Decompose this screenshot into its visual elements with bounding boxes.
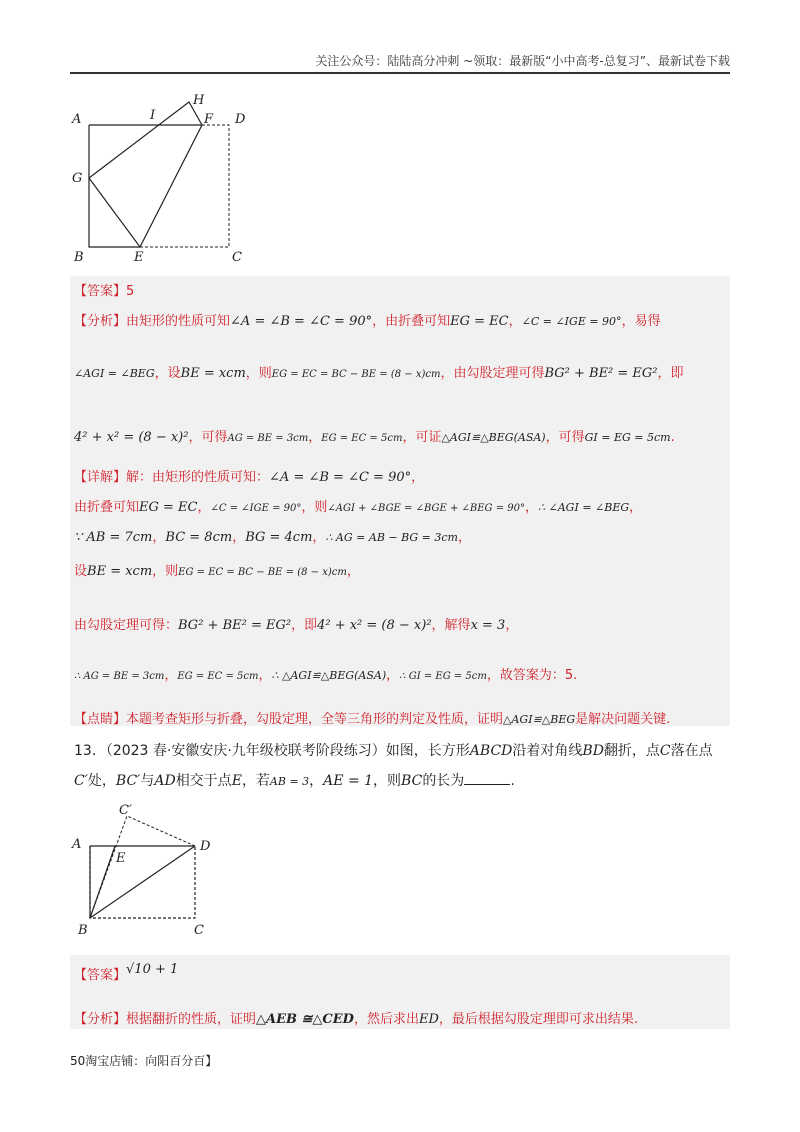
fig1-label-b: B: [74, 250, 84, 265]
fig1-label-e: E: [134, 250, 144, 265]
math-expr: BC = 8cm: [165, 530, 233, 545]
math-expr: BE = xcm: [180, 366, 246, 381]
analysis-text: ，: [308, 430, 322, 445]
fig1-label-c: C: [232, 250, 242, 265]
answer-tag: 【答案】: [74, 968, 127, 983]
question-text: ，则: [373, 773, 402, 789]
fig1-label-g: G: [72, 171, 83, 186]
math-expr: ∠A = ∠B = ∠C = 90°: [230, 314, 373, 329]
detail-text: ，: [258, 668, 272, 683]
analysis-text: ，最后根据勾股定理即可求出结果.: [438, 1012, 639, 1027]
answer-value: √10 + 1: [126, 962, 179, 977]
fig2-label-a: A: [72, 837, 82, 852]
math-expr: △AGI≌△BEG(ASA): [441, 431, 546, 444]
fig2-label-c-prime: C′: [119, 803, 132, 818]
answer-value: 5: [126, 284, 135, 299]
fig2-label-d: D: [200, 839, 211, 854]
math-expr: AB = 3: [269, 775, 310, 788]
math-expr: 4² + x² = (8 − x)²: [74, 430, 189, 445]
detail-12-line-5: [74, 614, 518, 633]
math-expr: AE = 1: [323, 773, 374, 789]
page-footer: 50淘宝店铺：向阳百分百】: [70, 1054, 218, 1068]
detail-text: 设: [74, 564, 88, 579]
question-text: ，: [309, 773, 324, 789]
detail-text: ，: [197, 500, 211, 515]
math-expr: ∴ GI = EG = 5cm: [399, 671, 487, 682]
question-text: 相交于点: [175, 773, 232, 789]
math-expr: ∠C = ∠IGE = 90°: [521, 315, 622, 328]
figure-1-rectangle-fold: [64, 90, 264, 270]
detail-text: ，: [312, 530, 326, 545]
math-expr: ∴ ∠AGI = ∠BEG: [538, 501, 630, 514]
analysis-text: ，可得: [188, 430, 228, 445]
analysis-text: ，设: [154, 366, 181, 381]
math-expr: EG = EC: [450, 314, 509, 329]
fig1-label-d: D: [235, 112, 246, 127]
math-expr: ∠AGI + ∠BGE = ∠BGE + ∠BEG = 90°: [327, 503, 526, 514]
analysis-tag: 【分析】: [74, 314, 127, 329]
math-expr: BG² + BE² = EG²: [544, 366, 658, 381]
question-text: 沿着对角线: [512, 743, 583, 759]
fig1-label-a: A: [72, 112, 82, 127]
question-13-line-1: [74, 740, 713, 760]
analysis-text: 根据翻折的性质，证明: [126, 1012, 257, 1027]
analysis-text: ，易得: [621, 314, 661, 329]
analysis-text: ，可得: [545, 430, 585, 445]
question-text: 处，: [87, 773, 116, 789]
question-text: 13．（2023 春·安徽安庆·九年级校联考阶段练习）如图，长方形: [74, 743, 470, 759]
answer-13: [74, 962, 178, 983]
math-expr: ∠A = ∠B = ∠C = 90°: [269, 470, 412, 485]
math-expr: BD: [582, 743, 604, 759]
math-expr: BC: [401, 773, 423, 789]
math-expr: C: [659, 743, 671, 759]
page-header: 关注公众号：陆陆高分冲刺 ~领取：最新版“小中高考-总复习”、最新试卷下载: [315, 54, 730, 68]
math-expr: ABCD: [469, 743, 513, 759]
math-expr: BC′: [115, 773, 141, 789]
detail-text: ，: [386, 668, 400, 683]
detail-12-line-3: [74, 526, 471, 545]
detail-12-line-4: [74, 560, 360, 579]
question-text: 翻折，点: [603, 743, 660, 759]
math-expr: ∴ AG = BE = 3cm: [74, 671, 165, 682]
math-expr: EG = EC = BC − BE = (8 − x)cm: [271, 369, 441, 380]
analysis-text: ，然后求出: [353, 1012, 419, 1027]
fig2-label-c: C: [194, 923, 204, 938]
answer-tag: 【答案】: [74, 284, 127, 299]
detail-12-line-6: [74, 664, 577, 683]
math-expr: BG = 4cm: [245, 530, 313, 545]
answer-12: [74, 280, 134, 299]
analysis-text: 由矩形的性质可知: [126, 314, 231, 329]
math-expr: BG² + BE² = EG²: [178, 618, 292, 633]
question-text: ，若: [241, 773, 270, 789]
analysis-tag: 【分析】: [74, 1012, 127, 1027]
math-expr: AD: [154, 773, 176, 789]
fig2-label-b: B: [78, 923, 88, 938]
answer-blank: [464, 772, 510, 785]
math-expr: AG = BE = 3cm: [227, 433, 309, 444]
detail-text: ，: [458, 530, 472, 545]
analysis-12-line-3: [74, 426, 675, 445]
detail-text: ，: [152, 530, 166, 545]
detail-text: 由折叠可知: [74, 500, 140, 515]
math-expr: EG = EC = 5cm: [321, 433, 403, 444]
math-expr: △AGI≌△BEG: [503, 713, 576, 726]
analysis-text: ，由折叠可知: [372, 314, 451, 329]
analysis-12-line-1: [74, 310, 661, 329]
question-13-line-2: [74, 770, 515, 790]
math-expr: ∴ AG = AB − BG = 3cm: [325, 531, 458, 544]
math-expr: GI = EG = 5cm: [584, 431, 671, 444]
detail-text: ，: [505, 618, 519, 633]
math-expr: ∵ AB = 7cm: [74, 530, 153, 545]
analysis-text: ，: [508, 314, 522, 329]
math-expr: EG = EC = BC − BE = (8 − x)cm: [178, 567, 347, 578]
analysis-text: ，可证: [402, 430, 442, 445]
question-text: 落在点: [670, 743, 713, 759]
detail-text: ，则: [152, 564, 179, 579]
detail-text: 解：由矩形的性质可知：: [126, 470, 270, 485]
detail-text: ，: [164, 668, 178, 683]
comment-text: 本题考查矩形与折叠，勾股定理，全等三角形的判定及性质，证明: [126, 712, 504, 727]
detail-text: ，: [232, 530, 246, 545]
math-expr: ∠AGI = ∠BEG: [74, 367, 155, 380]
detail-text: ，即: [291, 618, 318, 633]
detail-text: 由勾股定理可得：: [74, 618, 179, 633]
detail-text: ，则: [301, 500, 328, 515]
detail-text: ，: [525, 500, 539, 515]
analysis-text: ，由勾股定理可得: [440, 366, 545, 381]
detail-text: ，: [346, 564, 360, 579]
fig1-label-i: I: [150, 108, 156, 123]
header-divider: [70, 72, 730, 74]
math-expr: BE = xcm: [87, 564, 153, 579]
math-expr: 4² + x² = (8 − x)²: [317, 618, 432, 633]
detail-tag: 【详解】: [74, 470, 127, 485]
analysis-text: ，即: [657, 366, 684, 381]
fig2-label-e: E: [116, 851, 126, 866]
math-expr: ∴ △AGI≌△BEG(ASA): [271, 669, 387, 682]
question-text: 与: [140, 773, 155, 789]
detail-text: ，: [411, 470, 425, 485]
math-expr: ∠C = ∠IGE = 90°: [210, 503, 302, 514]
comment-text: 是解决问题关键.: [575, 712, 671, 727]
figure-2-diagonal-fold: [64, 800, 224, 942]
math-expr: △AEB ≅△CED: [256, 1012, 354, 1027]
detail-text: ，故答案为：5.: [486, 668, 578, 683]
detail-text: ，: [629, 500, 643, 515]
math-expr: EG = EC = 5cm: [177, 671, 259, 682]
math-expr: C′: [74, 773, 88, 789]
fig1-label-h: H: [193, 93, 205, 108]
detail-text: ，解得: [431, 618, 471, 633]
analysis-12-line-2: [74, 362, 684, 381]
math-expr: ED: [418, 1012, 439, 1027]
comment-12: [74, 708, 670, 727]
comment-tag: 【点睛】: [74, 712, 127, 727]
fig1-label-f: F: [204, 112, 214, 127]
question-text: .: [510, 773, 515, 789]
analysis-text: ，则: [245, 366, 272, 381]
math-expr: x = 3: [470, 618, 506, 633]
analysis-text: .: [670, 430, 675, 445]
detail-12-line-2: [74, 496, 642, 515]
math-expr: E: [231, 773, 242, 789]
question-text: 的长为: [422, 773, 465, 789]
math-expr: EG = EC: [139, 500, 198, 515]
detail-12-line-1: [74, 466, 424, 485]
analysis-13: [74, 1008, 638, 1027]
